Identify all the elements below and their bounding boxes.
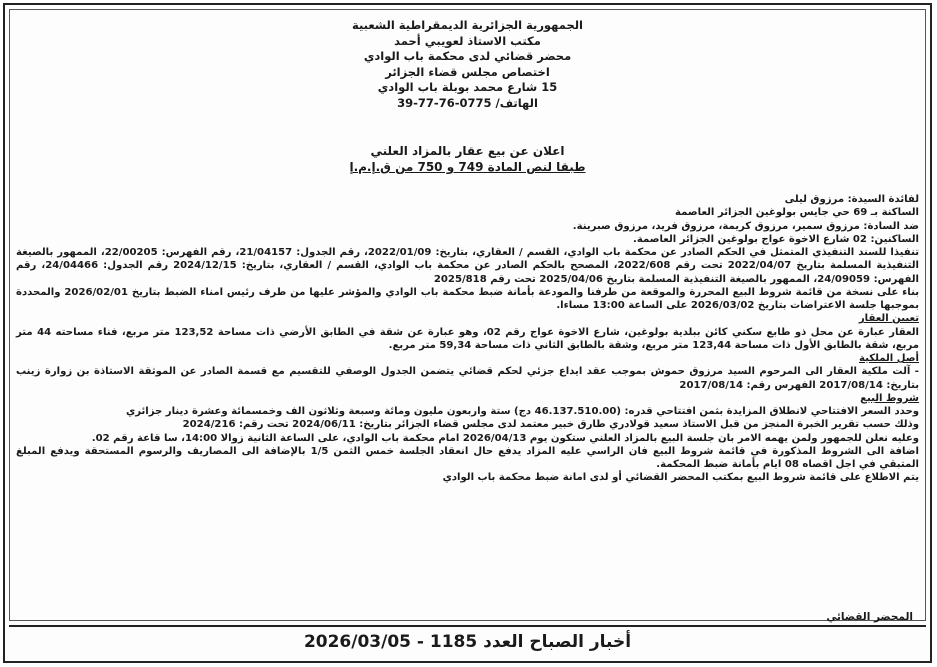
header-line-address: 15 شارع محمد بوبلة باب الوادي [377, 80, 558, 95]
sale-conditions-heading: شروط البيع [860, 392, 919, 404]
notice-body-frame [9, 9, 926, 621]
header-line-phone: الهاتف/ 0775-76-77-39 [397, 95, 538, 110]
residence-line: الساكنة بـ 69 حي جايس بولوغين الجزائر العاصمة [675, 207, 919, 219]
ownership-paragraph: - آلت ملكية العقار الى المرحوم السيد مرزوق حموش بموجب عقد ايداع جزئي لحكم قضائي يتضمن الجدول الوصفي للتقسيم مع قسمة الصادر عن الموثقة الاستاذة بن زوارة زينب بتاريخ: 2017/08/14 الفهرس رقم: 2017/08/14 [16, 366, 919, 391]
opening-price-paragraph: وحدد السعر الافتتاحي لانطلاق المزايدة بثمن افتتاحي قدره: (46.137.510.00 دج) ستة واربعون مليون ومائة وسبعة وثلاثون الف وخمسمائة وعشرة دينار جزائري [125, 406, 919, 417]
announcement-subtitle: طبقا لنص المادة 749 و 750 من ق.إ.م.إ [349, 160, 586, 174]
notice-frame [3, 3, 932, 663]
notice-body [16, 193, 919, 485]
expertise-paragraph: وذلك حسب تقرير الخبرة المنجز من قبل الاستاذ سعيد قولادري طارق خبير معتمد لدى مجلس قضاء الجزائر بتاريخ: 2024/06/11 تحت رقم: 2024/216 [182, 419, 919, 431]
header-line-jurisdiction: اختصاص مجلس قضاء الجزائر [385, 64, 550, 79]
header-line-bailiff: محضر قضائي لدى محكمة باب الوادي [363, 49, 572, 64]
ownership-heading: أصل الملكية [859, 353, 919, 364]
property-paragraph: العقار عبارة عن محل ذو طابع سكني كائن ببلدية بولوغين، شارع الاخوة عواج رقم 02، وهو عبارة عن شقة في الطابق الأرضي ذات مساحة 123,52 متر مربع، فناء مساحته 44 متر مربع، شقة بالطابق الأول ذات مساحة 123,44 متر مربع، وشقة بالطابق الثاني ذات مساحة 59,34 متر مربع. [16, 326, 919, 351]
payment-paragraph: اضافة الى الشروط المذكورة في قائمة شروط البيع فان الراسي عليه المزاد يدفع حال انعقاد الجلسة خمس الثمن 1/5 بالإضافة الى المصاريف والرسوم المستحقة ويدفع المبلغ المتبقي في اجل اقصاه 08 ايام بأمانة ضبط المحكمة. [16, 445, 919, 470]
against-line: ضد السادة: مرزوق سمير، مرزوق كريمة، مرزوق فريد، مرزوق صبرينة. [572, 220, 919, 232]
session-paragraph: وعليه نعلن للجمهور ولمن يهمه الامر بان جلسة البيع بالمزاد العلني ستكون يوم 2026/04/13 امام محكمة باب الوادي، على الساعة الثانية زوالا 14:00، سا قاعة رقم 02. [91, 432, 919, 444]
footer-issue-line: أخبار الصباح العدد 1185 - 2026/03/05 [303, 632, 632, 652]
office-header [10, 18, 925, 112]
conditions-paragraph: بناء على نسخة من قائمة شروط البيع المحررة والموقعة من طرفنا والمودعة بأمانة ضبط محكمة باب الوادي والمؤشر عليها من طرف رئيس امناء الضبط بتاريخ 2026/02/01 والمحددة بموجبها جلسة الاعتراضات بتاريخ 2026/03/02 على الساعة 13:00 مساءا. [16, 286, 919, 311]
announcement-title: اعلان عن بيع عقار بالمزاد العلني [370, 144, 565, 158]
header-line-republic: الجمهورية الجزائرية الديمقراطية الشعبية [351, 18, 583, 32]
beneficiary-line: لفائدة السيدة: مرزوق ليلى [784, 194, 919, 205]
announcement [10, 143, 925, 175]
consult-paragraph: يتم الاطلاع على قائمة شروط البيع بمكتب المحضر القضائي أو لدى امانة ضبط محكمة باب الوادي [442, 472, 919, 484]
enforcement-paragraph: تنفيذا للسند التنفيذي المتمثل في الحكم الصادر عن محكمة باب الوادي، القسم / العقاري، بتاريخ: 2022/01/09، رقم الجدول: 21/04157، رقم الفهرس: 22/00205، الممهور بالصيغة التنفيذية المسلمة بتاريخ 2022/04/07 تحت رقم 2022/608، المصحح بالحكم الصادر عن محكمة باب الوادي، القسم / العقاري، بتاريخ: 2024/12/15 رقم الجدول: 24/04466، رقم الفهرس: 24/09059، الممهور بالصيغة التنفيذية المسلمة بتاريخ 2025/04/06 تحت رقم 2025/818 [16, 247, 919, 285]
header-line-office: مكتب الاستاذ لعويبي أحمد [394, 33, 541, 48]
property-heading: تعيين العقار [858, 313, 919, 325]
against-address-line: الساكنين: 02 شارع الاخوة عواج بولوغين الجزائر العاصمة. [633, 233, 919, 245]
newspaper-footer [9, 625, 926, 657]
bailiff-signature: المحضر القضائي [826, 611, 913, 623]
